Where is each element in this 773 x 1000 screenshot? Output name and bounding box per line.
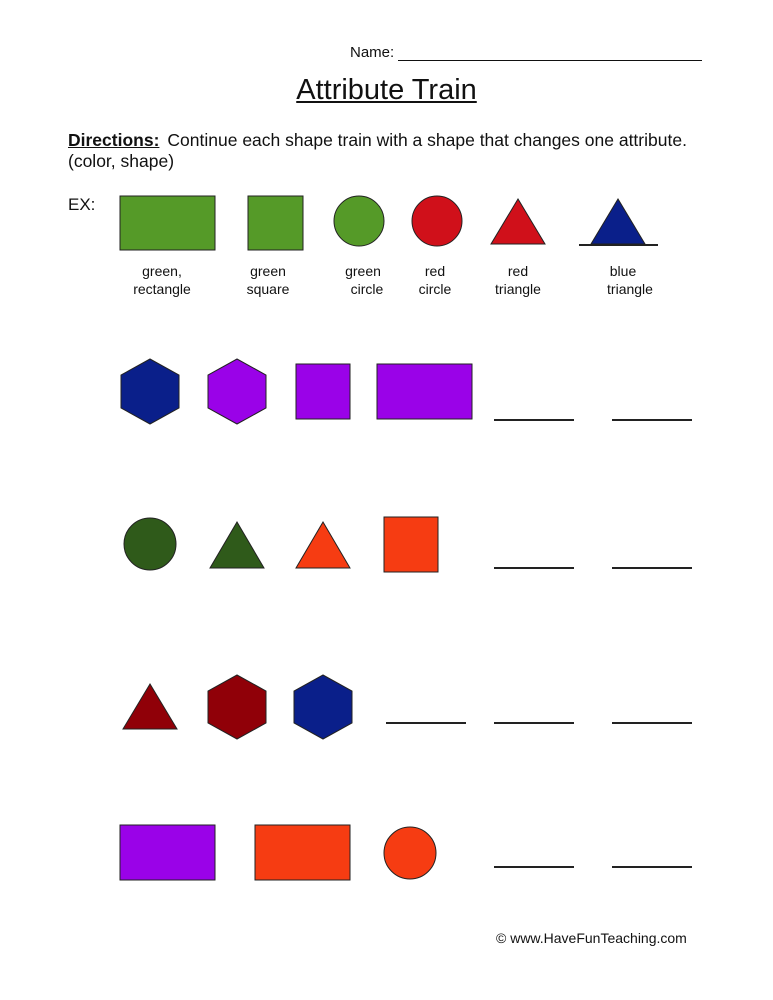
train1-hexagon-shape: [121, 359, 179, 424]
train2-square-shape: [384, 517, 438, 572]
example-square-shape: [248, 196, 303, 250]
example-caption-line: red: [507, 263, 529, 279]
directions-label: Directions:: [68, 130, 160, 150]
page-title: Attribute Train: [296, 74, 477, 106]
example-caption-line: square: [246, 281, 290, 297]
example-caption-line: rectangle: [133, 281, 191, 297]
example-caption-line: green: [345, 263, 381, 279]
train1-rectangle-shape: [377, 364, 472, 419]
directions-text: Continue each shape train with a shape that changes one attribute. (color, shape): [68, 130, 687, 171]
train2-triangle-shape: [210, 522, 264, 568]
example-caption-line: green,: [142, 263, 182, 279]
train2-circle-shape: [124, 518, 176, 570]
example-caption-line: triangle: [495, 281, 541, 297]
example-circle-shape: [334, 196, 384, 246]
example-caption-line: circle: [418, 281, 452, 297]
train1-hexagon-shape: [208, 359, 266, 424]
example-circle-shape: [412, 196, 462, 246]
train4-circle-shape: [384, 827, 436, 879]
train1-square-shape: [296, 364, 350, 419]
example-caption-line: green: [250, 263, 286, 279]
train3-triangle-shape: [123, 684, 177, 729]
example-caption-line: red: [424, 263, 446, 279]
train3-hexagon-shape: [294, 675, 352, 739]
example-caption-line: triangle: [607, 281, 653, 297]
train4-rectangle-shape: [255, 825, 350, 880]
name-label: Name:: [350, 44, 395, 61]
copyright-text: © www.HaveFunTeaching.com: [496, 930, 687, 946]
example-caption-line: blue: [609, 263, 637, 279]
train3-hexagon-shape: [208, 675, 266, 739]
example-label: EX:: [68, 195, 96, 214]
train2-triangle-shape: [296, 522, 350, 568]
example-caption-line: circle: [350, 281, 384, 297]
example-triangle-shape: [591, 199, 645, 244]
train4-rectangle-shape: [120, 825, 215, 880]
example-rectangle-shape: [120, 196, 215, 250]
example-triangle-shape: [491, 199, 545, 244]
